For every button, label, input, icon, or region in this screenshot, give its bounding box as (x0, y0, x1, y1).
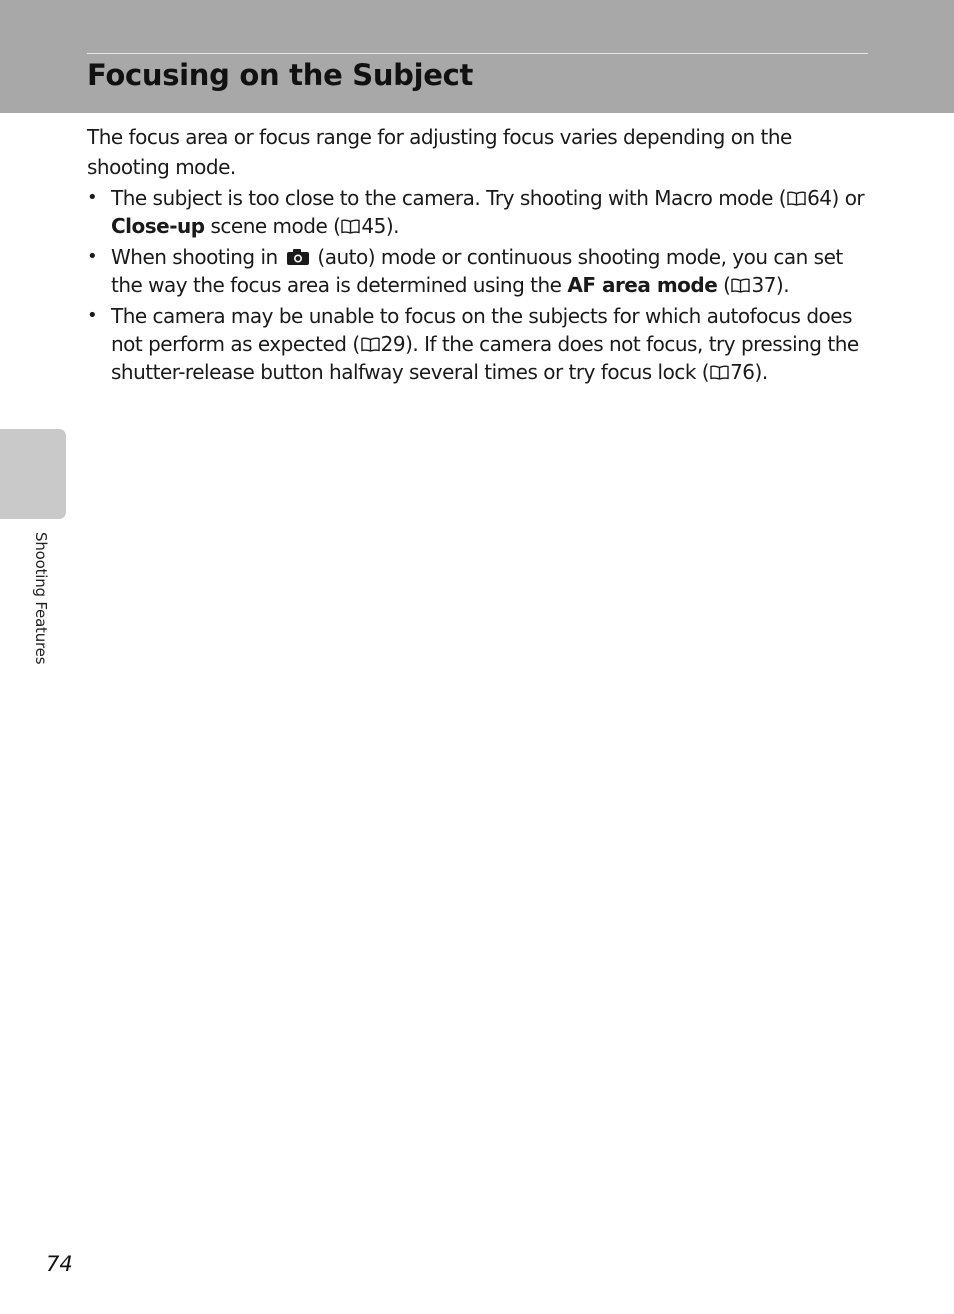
bullet-text: When shooting in (111, 245, 284, 269)
bullet-list (87, 184, 867, 386)
page-ref-number[interactable]: 37 (751, 273, 776, 297)
book-reference-icon (731, 278, 750, 293)
bullet-item-autofocus (87, 302, 867, 386)
bullet-text: (auto) mode or continuous shooting mode, you can set the way the focus area is determined using the (111, 245, 843, 297)
section-side-tab (0, 429, 66, 519)
bullet-text: ). (775, 273, 790, 297)
header-band (0, 0, 954, 113)
book-reference-icon (710, 365, 729, 380)
bullet-text: ). (754, 360, 768, 384)
camera-auto-mode-icon (286, 248, 310, 266)
page-ref-number[interactable]: 45 (361, 214, 386, 238)
book-reference-icon (787, 191, 806, 206)
intro-paragraph: The focus area or focus range for adjusting focus varies depending on the shooting mode. (87, 125, 792, 179)
page-ref-number[interactable]: 76 (730, 360, 755, 384)
bullet-text: The subject is too close to the camera. Try shooting with Macro mode ( (111, 186, 787, 210)
bullet-text: ). (385, 214, 400, 238)
close-up-mode-label: Close-up (111, 214, 205, 238)
book-reference-icon (341, 219, 360, 234)
main-content (87, 122, 867, 389)
page-number: 74 (46, 1252, 73, 1276)
bullet-text: ) or (831, 186, 865, 210)
page-title: Focusing on the Subject (87, 58, 474, 92)
af-area-mode-label: AF area mode (567, 273, 718, 297)
page-ref-number[interactable]: 29 (380, 332, 406, 356)
bullet-item-macro (87, 184, 867, 240)
bullet-marker: • (87, 305, 98, 326)
book-reference-icon (361, 337, 380, 352)
bullet-text: scene mode ( (204, 214, 341, 238)
bullet-marker: • (87, 187, 98, 208)
bullet-text: The camera may be unable to focus on the subjects for which autofocus does not perform as expected ( (111, 304, 852, 356)
page-ref-number[interactable]: 64 (807, 186, 832, 210)
bullet-text: ). If the camera does not focus, try pressing the shutter-release button halfway several times or try focus lock ( (111, 332, 859, 384)
bullet-text: ( (717, 273, 731, 297)
header-rule (87, 53, 868, 54)
section-label: Shooting Features (32, 532, 50, 665)
bullet-marker: • (87, 246, 98, 267)
bullet-item-auto-mode (87, 243, 867, 299)
